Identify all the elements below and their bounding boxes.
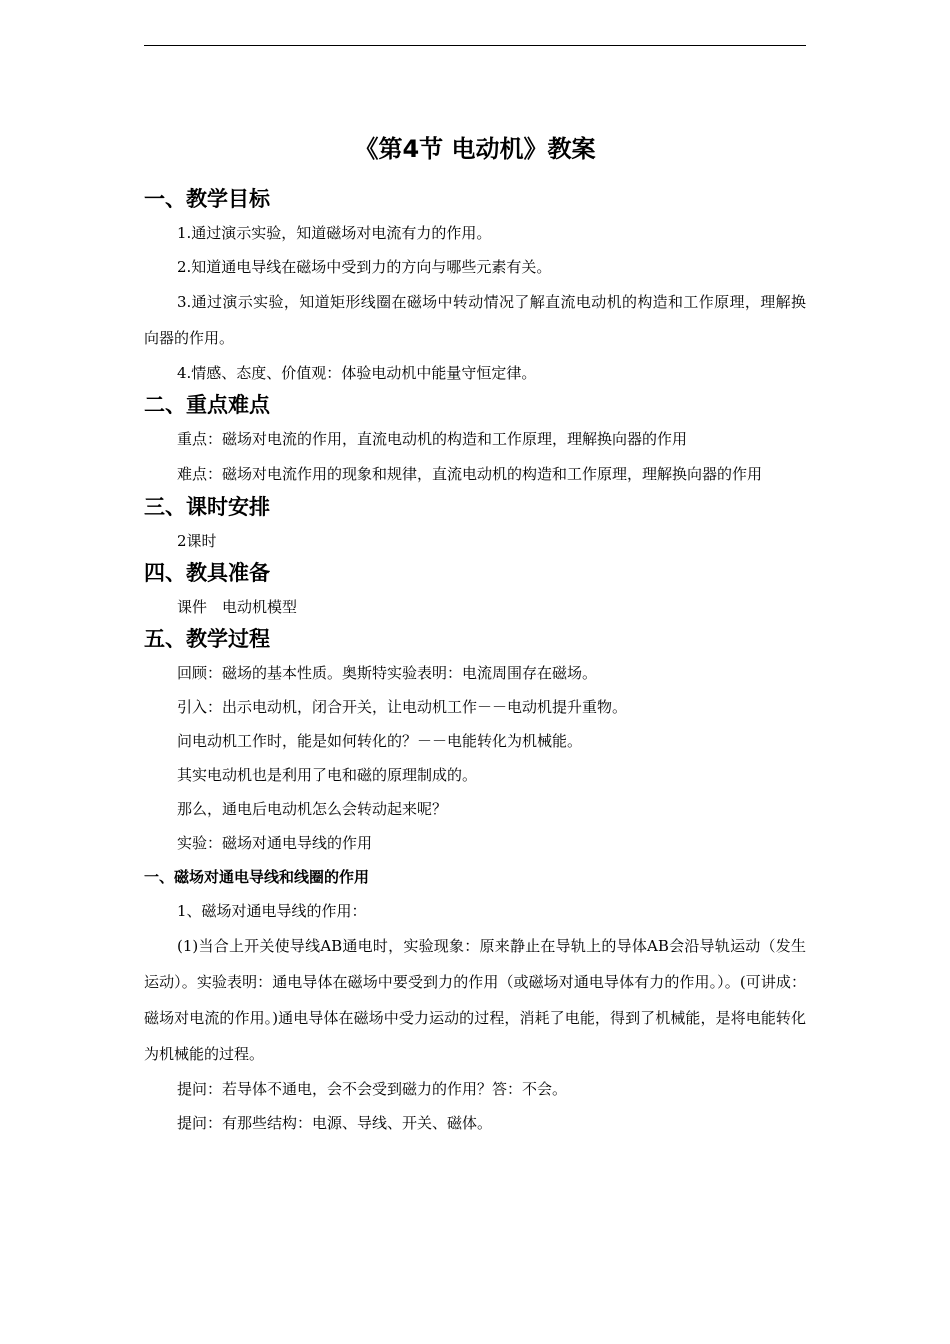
process-paragraph: 其实电动机也是利用了电和磁的原理制成的。 [177,766,478,784]
process-sub-paragraph: 1、磁场对通电导线的作用： [177,902,367,920]
process-sub-paragraph: 提问：若导体不通电，会不会受到磁力的作用？答：不会。 [177,1080,568,1098]
difficult-point-text: 难点：磁场对电流作用的现象和规律，直流电动机的构造和工作原理，理解换向器的作用 [177,465,763,483]
process-paragraph: 引入：出示电动机，闭合开关，让电动机工作－－电动机提升重物。 [177,698,628,716]
section-heading-schedule: 三、课时安排 [144,495,270,519]
process-subheading: 一、磁场对通电导线和线圈的作用 [144,868,370,886]
document-title: 《第4节 电动机》教案 [354,135,596,163]
objective-item: 3.通过演示实验，知道矩形线圈在磁场中转动情况了解直流电动机的构造和工作原理，理解换向器的作用。 [144,293,806,347]
objective-item: 4.情感、态度、价值观：体验电动机中能量守恒定律。 [177,364,537,382]
section-heading-key-points: 二、重点难点 [144,393,270,417]
section-heading-process: 五、教学过程 [144,627,270,651]
objective-item: 1.通过演示实验，知道磁场对电流有力的作用。 [177,224,492,242]
key-point-text: 重点：磁场对电流的作用，直流电动机的构造和工作原理，理解换向器的作用 [177,430,688,448]
objective-item: 2.知道通电导线在磁场中受到力的方向与哪些元素有关。 [177,258,552,276]
materials-text: 课件 电动机模型 [177,598,298,616]
schedule-text: 2课时 [177,532,217,550]
process-sub-paragraph: (1)当合上开关使导线AB通电时，实验现象：原来静止在导轨上的导体AB会沿导轨运动（发生运动）。实验表明：通电导体在磁场中要受到力的作用（或磁场对通电导体有力的作用。）。(可讲成：磁场对电流的作用。)通电导体在磁场中受力运动的过程，消耗了电能，得到了机械能，是将电能转化为机械能的过程。 [144,937,806,1063]
document-body [144,184,806,1140]
process-paragraph: 问电动机工作时，能是如何转化的？－－电能转化为机械能。 [177,732,583,750]
process-paragraph: 实验：磁场对通电导线的作用 [177,834,373,852]
process-sub-paragraph: 提问：有那些结构：电源、导线、开关、磁体。 [177,1114,493,1132]
process-paragraph: 那么，通电后电动机怎么会转动起来呢？ [177,800,448,818]
section-heading-objectives: 一、教学目标 [144,187,270,211]
process-paragraph: 回顾：磁场的基本性质。奥斯特实验表明：电流周围存在磁场。 [177,664,598,682]
section-heading-materials: 四、教具准备 [144,561,270,585]
header-rule [144,45,806,46]
